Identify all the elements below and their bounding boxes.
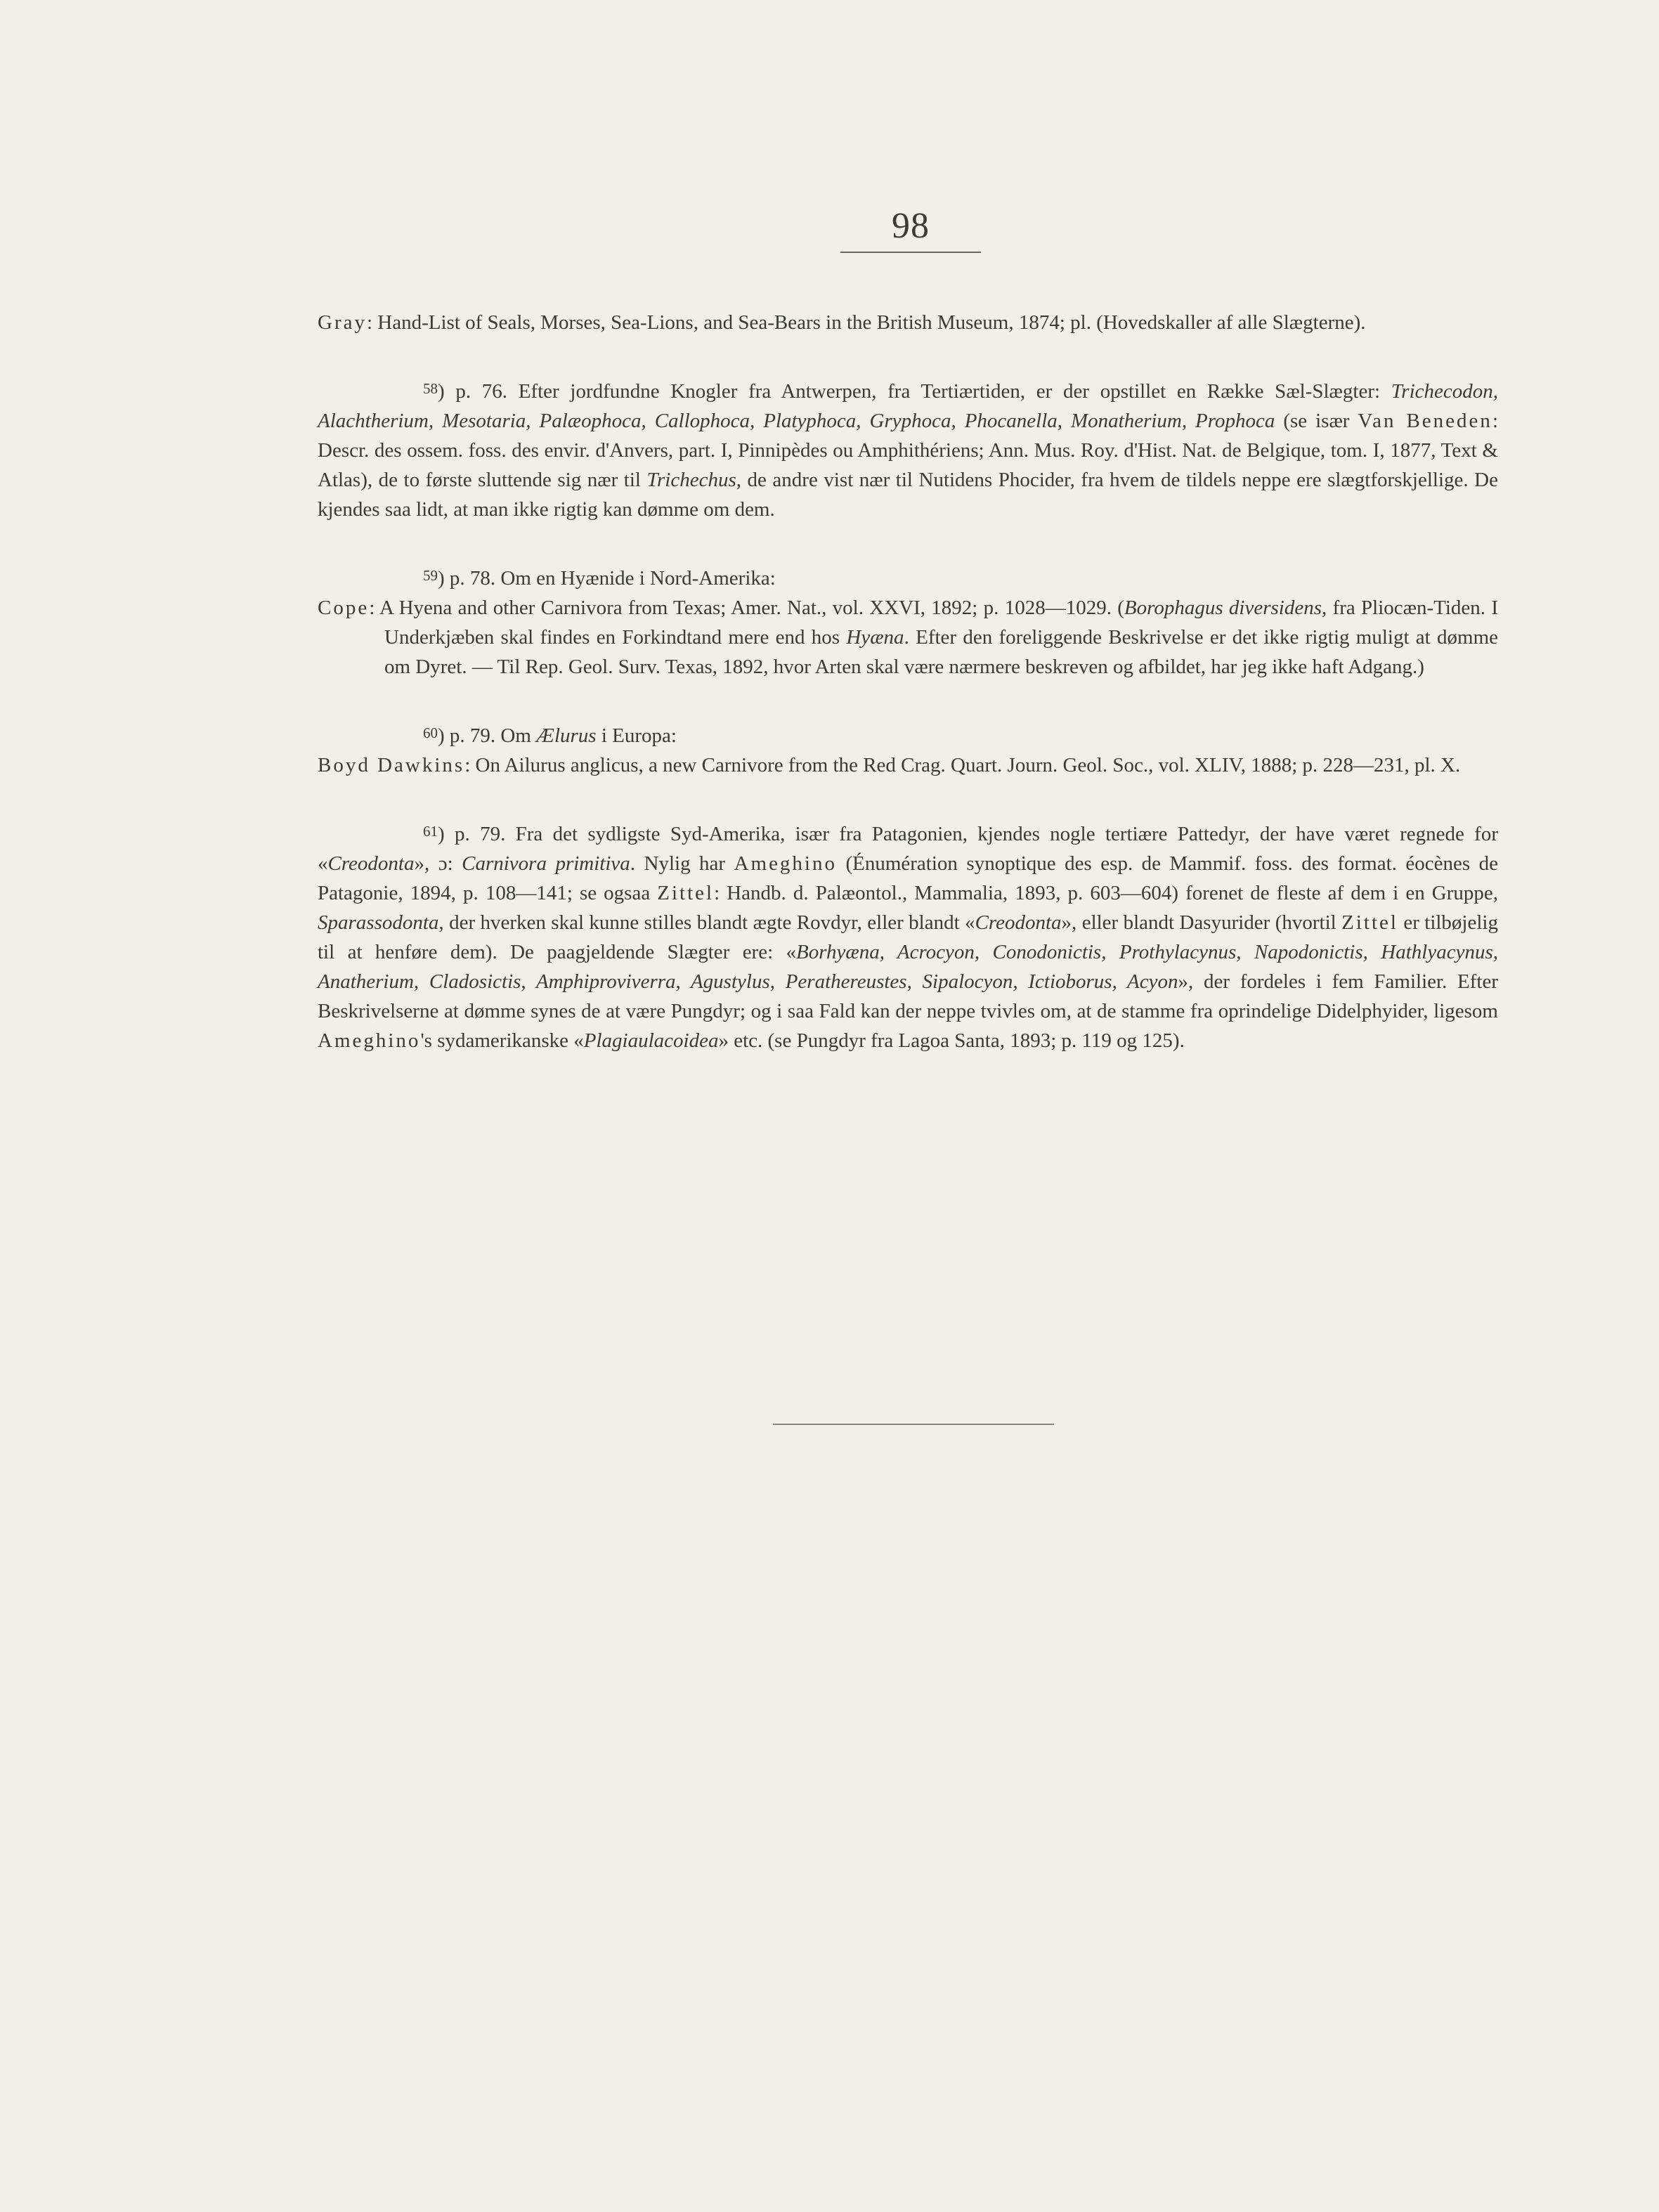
notes-body bbox=[318, 308, 1498, 1092]
text-run: (Énumération synoptique des esp. de Mammif. foss. des format. éocènes de Patagonie, 1894, p. 108—141; se ogsaa bbox=[318, 852, 1498, 904]
note-61-text bbox=[318, 817, 1498, 1055]
text-run: (se især bbox=[1275, 410, 1358, 432]
text-run: ) p. 79. Om bbox=[438, 724, 537, 747]
text-run: , de andre vist nær til Nutidens Phocider, fra hvem de tildels neppe ere slægtforskjellige. De kjendes saa lidt, at man ikke rigtig kan dømme om dem. bbox=[318, 469, 1498, 521]
author-name: Ameghino bbox=[318, 1029, 421, 1052]
author-name: Zittel bbox=[1341, 911, 1398, 934]
italic-run: Borophagus diversidens bbox=[1124, 597, 1322, 619]
note-60 bbox=[318, 718, 1498, 780]
author-name: Zittel bbox=[657, 882, 715, 904]
text-run: ) p. 79. Fra det sydligste Syd-Amerika, især fra Patagonien, kjendes nogle tertiære Pattedyr, der have været regnede for « bbox=[318, 823, 1498, 875]
text-run: : A Hyena and other Carnivora from Texas; Amer. Nat., vol. XXVI, 1892; p. 1028—1029. ( bbox=[369, 597, 1124, 619]
text-run: », der fordeles i fem Familier. Efter Beskrivelserne at dømme synes de at være Pungdyr; og i saa Fald kan der neppe tvivles om, at de stamme fra oprindelige Didelphyider, ligesom bbox=[318, 970, 1498, 1022]
text-run: . Nylig har bbox=[630, 852, 734, 875]
page-number: 98 bbox=[892, 206, 930, 246]
author-name: Van Beneden bbox=[1358, 410, 1492, 432]
note-58-body bbox=[318, 380, 1498, 521]
note-58-text bbox=[318, 374, 1498, 524]
text-run: : On Ailurus anglicus, a new Carnivore from the Red Crag. Quart. Journ. Geol. Soc., vol. XLIV, 1888; p. 228—231, pl. X. bbox=[464, 754, 1461, 776]
note-58 bbox=[318, 374, 1498, 524]
note-number: 60 bbox=[423, 724, 438, 741]
note-60-heading bbox=[318, 718, 1498, 750]
text-run: : Handb. d. Palæontol., Mammalia, 1893, p. 603—604) forenet de fleste af dem i en Gruppe, bbox=[714, 882, 1498, 904]
italic-run: Creodonta bbox=[327, 852, 415, 875]
text-run: ) p. 78. Om en Hyænide i Nord-Amerika: bbox=[438, 567, 776, 590]
note-60-heading-text bbox=[438, 724, 677, 747]
author-name: Ameghino bbox=[734, 852, 837, 875]
page-number-rule bbox=[840, 252, 981, 253]
italic-run: Plagiaulacoidea bbox=[583, 1029, 719, 1052]
text-run: », eller blandt Dasyurider (hvortil bbox=[1061, 911, 1342, 934]
italic-run: Ælurus bbox=[536, 724, 597, 747]
note-61-body bbox=[318, 823, 1498, 1052]
text-run: i Europa: bbox=[596, 724, 677, 747]
text-run: . Efter den foreliggende Beskrivelse er det ikke rigtig muligt at dømme om Dyret. — Til Rep. Geol. Surv. Texas, 1892, hvor Arten skal være nærmere beskreven og afbildet, har jeg ikke haft Adgang.) bbox=[384, 626, 1499, 678]
text-run: , fra Pliocæn-Tiden. I Underkjæben skal findes en Forkindtand mere end hos bbox=[384, 597, 1498, 649]
italic-run: Trichechus bbox=[646, 469, 736, 491]
note-59-reference bbox=[318, 593, 1498, 682]
note-59-heading bbox=[318, 561, 1498, 593]
note-59-heading-text bbox=[438, 567, 776, 590]
note-number: 61 bbox=[423, 823, 438, 840]
italic-run: Borhyæna, Acrocyon, Conodonictis, Prothylacynus, Napodonictis, Hathlyacynus, Anatherium, Cladosictis, Amphiproviverra, Agustylus, Perathereustes, Sipalocyon, Ictioborus, Acyon bbox=[318, 941, 1498, 993]
text-run: , der hverken skal kunne stilles blandt ægte Rovdyr, eller blandt « bbox=[438, 911, 975, 934]
text-run: », ɔ: bbox=[414, 852, 462, 875]
italic-run: Carnivora primitiva bbox=[462, 852, 630, 875]
text-run: er tilbøjelig til at henføre dem). De paagjeldende Slægter ere: « bbox=[318, 911, 1498, 963]
note-61 bbox=[318, 817, 1498, 1055]
note-number: 59 bbox=[423, 567, 438, 584]
text-run: : Descr. des ossem. foss. des envir. d'Anvers, part. I, Pinnipèdes ou Amphithériens; Ann. Mus. Roy. d'Hist. Nat. de Belgique, tom. I, 1877, Text & Atlas), de to første sluttende sig nær til bbox=[318, 410, 1498, 491]
text-run: » etc. (se Pungdyr fra Lagoa Santa, 1893; p. 119 og 125). bbox=[718, 1029, 1185, 1052]
author-name: Boyd Dawkins bbox=[318, 754, 465, 776]
italic-run: Sparassodonta bbox=[318, 911, 439, 934]
note-number: 58 bbox=[423, 380, 438, 397]
reference-gray bbox=[318, 308, 1498, 337]
text-run: : Hand-List of Seals, Morses, Sea-Lions, and Sea-Bears in the British Museum, 1874; pl. (Hovedskaller af alle Slægterne). bbox=[366, 311, 1366, 334]
note-60-reference bbox=[318, 750, 1498, 780]
italic-run: Creodonta bbox=[975, 911, 1062, 934]
text-run: 's sydamerikanske « bbox=[420, 1029, 584, 1052]
reference-text bbox=[318, 308, 1498, 337]
author-name: Cope bbox=[318, 597, 370, 619]
italic-run: Hyæna bbox=[846, 626, 904, 649]
italic-run: Trichecodon, Alachtherium, Mesotaria, Palæophoca, Callophoca, Platyphoca, Gryphoca, Phocanella, Monatherium, Prophoca bbox=[318, 380, 1498, 432]
end-rule bbox=[773, 1424, 1054, 1425]
author-name: Gray bbox=[318, 311, 367, 334]
text-run: ) p. 76. Efter jordfundne Knogler fra Antwerpen, fra Tertiærtiden, er der opstillet en Række Sæl-Slægter: bbox=[438, 380, 1391, 403]
note-59 bbox=[318, 561, 1498, 682]
